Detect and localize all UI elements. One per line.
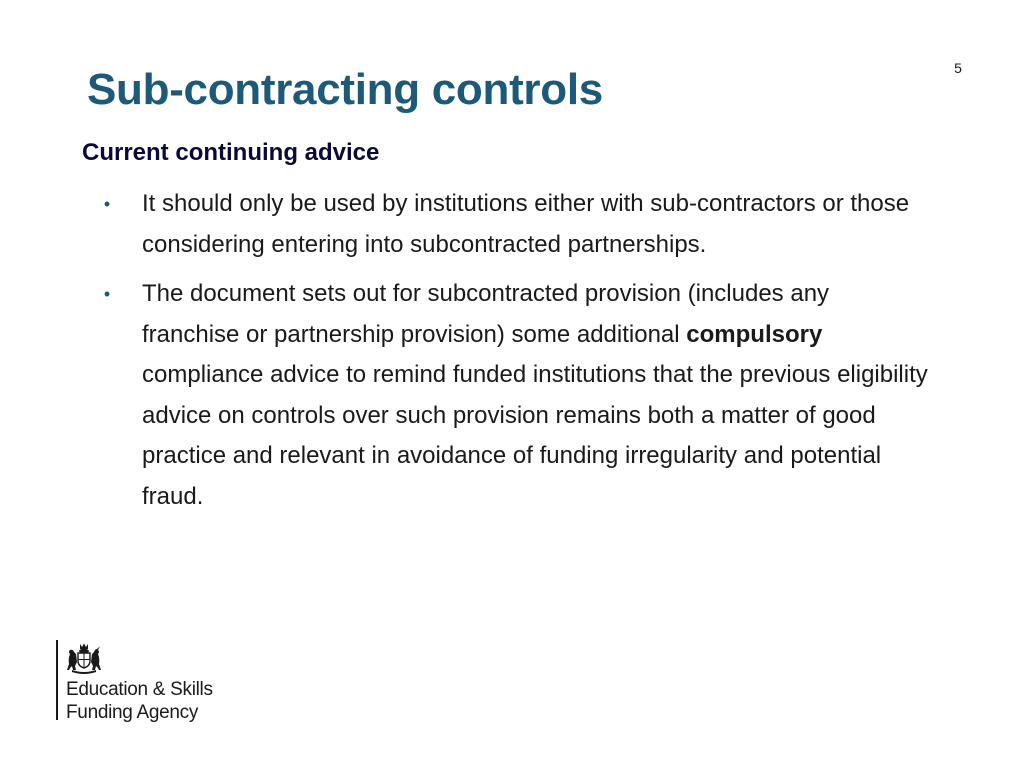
bullet-text (142, 280, 928, 510)
bullet-list (100, 184, 930, 526)
bullet-text: It should only be used by institutions either with sub-contractors or those considering entering into subcontracted partnerships. (142, 190, 910, 258)
logo-text-line-2: Funding Agency (66, 702, 199, 723)
bullet-marker: • (103, 194, 111, 214)
bullet-marker: • (103, 284, 111, 304)
page-number: 5 (954, 60, 962, 76)
slide-subtitle: Current continuing advice (82, 139, 380, 166)
logo-divider (56, 640, 58, 720)
bullet-item (100, 274, 930, 517)
logo-text-line-1: Education & Skills (66, 679, 213, 700)
bullet-text-part: The document sets out for subcontracted provision (includes any franchise or partnership provision) some additional (142, 280, 830, 348)
agency-logo (56, 640, 256, 724)
bullet-text-emphasis: compulsory (686, 320, 823, 348)
royal-coat-of-arms-icon (66, 642, 102, 674)
bullet-item (100, 184, 930, 265)
bullet-text-part: compliance advice to remind funded institutions that the previous eligibility advice on controls over such provision remains both a matter of good practice and relevant in avoidance of funding irregularity and potential fraud. (142, 361, 928, 510)
slide-title: Sub-contracting controls (87, 65, 603, 114)
